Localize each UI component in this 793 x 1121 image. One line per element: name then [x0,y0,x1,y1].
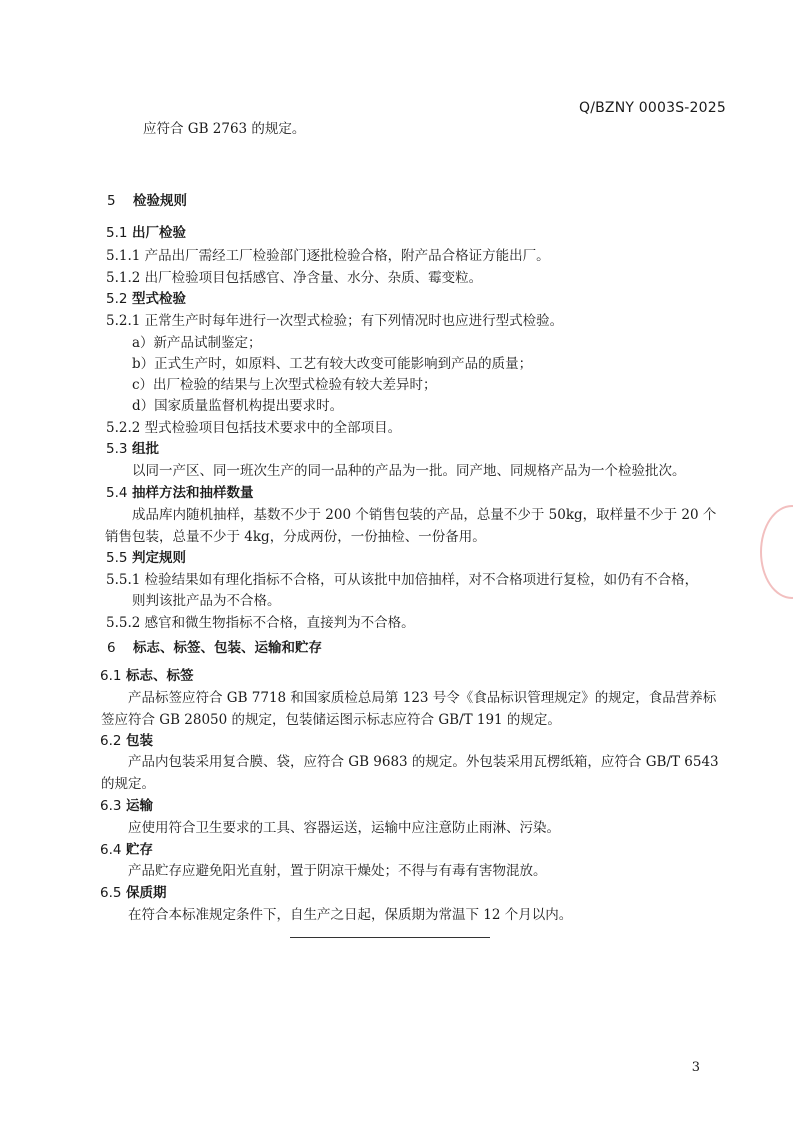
subsection-title: 保质期 [126,885,167,901]
paragraph-6-3: 应使用符合卫生要求的工具、容器运送，运输中应注意防止雨淋、污染。 [128,820,560,836]
page-number: 3 [691,1060,700,1075]
subsection-number: 5.5 [106,550,128,566]
section-number: 6 [107,640,116,656]
subsection-number: 6.2 [100,733,122,749]
paragraph-5-4-line-1: 成品库内随机抽样，基数不少于 200 个销售包装的产品，总量不少于 50kg，取样量不少于 20 个 [132,507,717,523]
paragraph-5-4-line-2: 销售包装，总量不少于 4kg，分成两份，一份抽检、一份备用。 [105,529,486,545]
section-number: 5 [107,193,116,209]
end-divider-line [290,937,490,938]
subsection-number: 6.5 [100,885,122,901]
subsection-title: 抽样方法和抽样数量 [132,485,254,501]
subsection-6-1-heading [100,667,194,685]
subsection-number: 5.1 [106,225,128,241]
subsection-title: 组批 [132,441,159,457]
clause-5-1-1: 5.1.1 产品出厂需经工厂检验部门逐批检验合格，附产品合格证方能出厂。 [106,248,550,264]
paragraph-6-1-line-2: 签应符合 GB 28050 的规定，包装储运图示标志应符合 GB/T 191 的规定。 [101,712,561,728]
subsection-number: 5.3 [106,441,128,457]
subsection-title: 型式检验 [132,291,186,307]
clause-5-2-1: 5.2.1 正常生产时每年进行一次型式检验；有下列情况时也应进行型式检验。 [106,313,564,329]
subsection-number: 5.2 [106,291,128,307]
subsection-5-4-heading [106,484,254,502]
subsection-5-3-heading [106,440,159,458]
clause-5-1-2: 5.1.2 出厂检验项目包括感官、净含量、水分、杂质、霉变粒。 [106,270,483,286]
list-item-b: b）正式生产时，如原料、工艺有较大改变可能影响到产品的质量； [132,356,533,372]
clause-5-5-2: 5.5.2 感官和微生物指标不合格，直接判为不合格。 [106,615,415,631]
section-title: 检验规则 [133,193,187,209]
subsection-number: 6.3 [100,798,122,814]
clause-5-5-1-line-1: 5.5.1 检验结果如有理化指标不合格，可从该批中加倍抽样，对不合格项进行复检，如仍有不合格， [106,572,699,588]
subsection-6-4-heading [100,841,153,859]
subsection-title: 标志、标签 [126,668,194,684]
subsection-title: 出厂检验 [132,225,186,241]
section-6-heading [107,639,322,657]
subsection-5-2-heading [106,290,186,308]
paragraph-5-3: 以同一产区、同一班次生产的同一品种的产品为一批。同产地、同规格产品为一个检验批次。 [132,463,686,479]
subsection-number: 6.1 [100,668,122,684]
list-item-d: d）国家质量监督机构提出要求时。 [132,398,344,414]
subsection-5-5-heading [106,549,186,567]
continuation-text: 应符合 GB 2763 的规定。 [143,121,306,137]
subsection-title: 判定规则 [132,550,186,566]
section-5-heading [107,192,187,210]
section-title: 标志、标签、包装、运输和贮存 [133,640,322,656]
paragraph-6-1-line-1: 产品标签应符合 GB 7718 和国家质检总局第 123 号令《食品标识管理规定》的规定，食品营养标 [128,690,717,706]
subsection-6-3-heading [100,797,153,815]
paragraph-6-5: 在符合本标准规定条件下，自生产之日起，保质期为常温下 12 个月以内。 [128,907,573,923]
subsection-number: 5.4 [106,485,128,501]
subsection-title: 运输 [126,798,153,814]
list-item-c: c）出厂检验的结果与上次型式检验有较大差异时； [132,377,437,393]
subsection-5-1-heading [106,224,186,242]
subsection-title: 贮存 [126,842,153,858]
subsection-number: 6.4 [100,842,122,858]
list-item-a: a）新产品试制鉴定； [132,335,262,351]
clause-5-2-2: 5.2.2 型式检验项目包括技术要求中的全部项目。 [106,420,402,436]
paragraph-6-2-line-2: 的规定。 [101,776,155,792]
paragraph-6-4: 产品贮存应避免阳光直射，置于阴凉干燥处；不得与有毒有害物混放。 [128,863,547,879]
paragraph-6-2-line-1: 产品内包装采用复合膜、袋，应符合 GB 9683 的规定。外包装采用瓦楞纸箱，应符合 GB/T 6543 [128,754,719,770]
seal-stamp-edge [760,505,793,599]
subsection-title: 包装 [126,733,153,749]
subsection-6-5-heading [100,884,167,902]
subsection-6-2-heading [100,732,153,750]
standard-code-header: Q/BZNY 0003S-2025 [578,100,726,116]
clause-5-5-1-line-2: 则判该批产品为不合格。 [132,593,281,609]
